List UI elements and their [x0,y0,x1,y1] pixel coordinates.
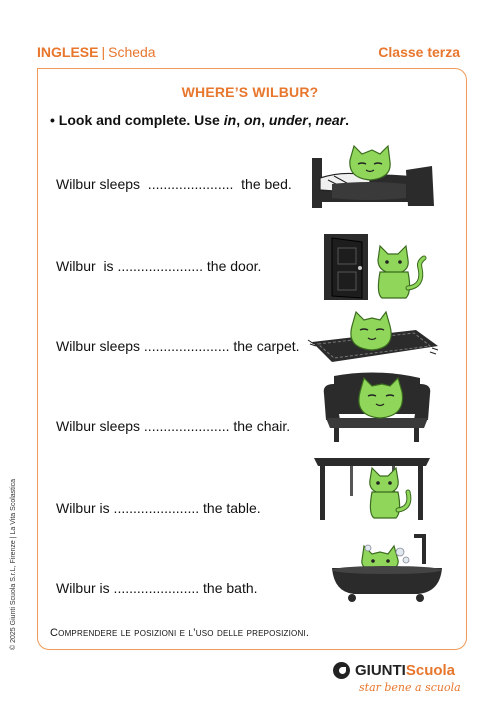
cat-icon [351,312,391,350]
cat-in-bath-illustration [328,530,446,606]
cat-under-table-illustration [310,448,434,522]
header-class-level: Classe terza [378,44,460,60]
cat-on-chair-illustration [320,370,434,444]
exercise-chair: Wilbur sleeps ...................... the chair. [56,418,291,434]
exercise-table: Wilbur is ...................... the table. [56,500,261,516]
giunti-logo-icon [333,662,350,679]
worksheet-title: WHERE’S WILBUR? [181,84,319,100]
header-subject: INGLESE | Scheda [37,44,156,60]
exercise-bath: Wilbur is ...................... the bath. [56,580,258,596]
cat-icon [359,378,403,418]
logo-tagline: star bene a scuola [359,681,461,694]
cat-on-carpet-illustration [306,306,442,368]
cat-icon [370,468,409,518]
exercise-door: Wilbur is ...................... the door. [56,258,262,274]
giunti-scuola-logo: GIUNTIScuola star bene a scuola [333,660,463,700]
copyright-notice: © 2025 Giunti Scuola S.r.L, Firenze | La Vita Scolastica [10,478,17,650]
cat-icon [350,146,390,180]
exercise-bed: Wilbur sleeps ...................... the bed. [56,176,292,192]
cat-icon [378,246,424,298]
learning-objective: Comprendere le posizioni e l’uso delle preposizioni. [50,627,310,639]
page-header [37,44,460,64]
cat-in-bed-illustration [310,140,440,212]
instruction: • Look and complete. Use in, on, under, near. [50,112,349,128]
exercise-carpet: Wilbur sleeps ...................... the carpet. [56,338,300,354]
cat-near-door-illustration [320,228,440,304]
